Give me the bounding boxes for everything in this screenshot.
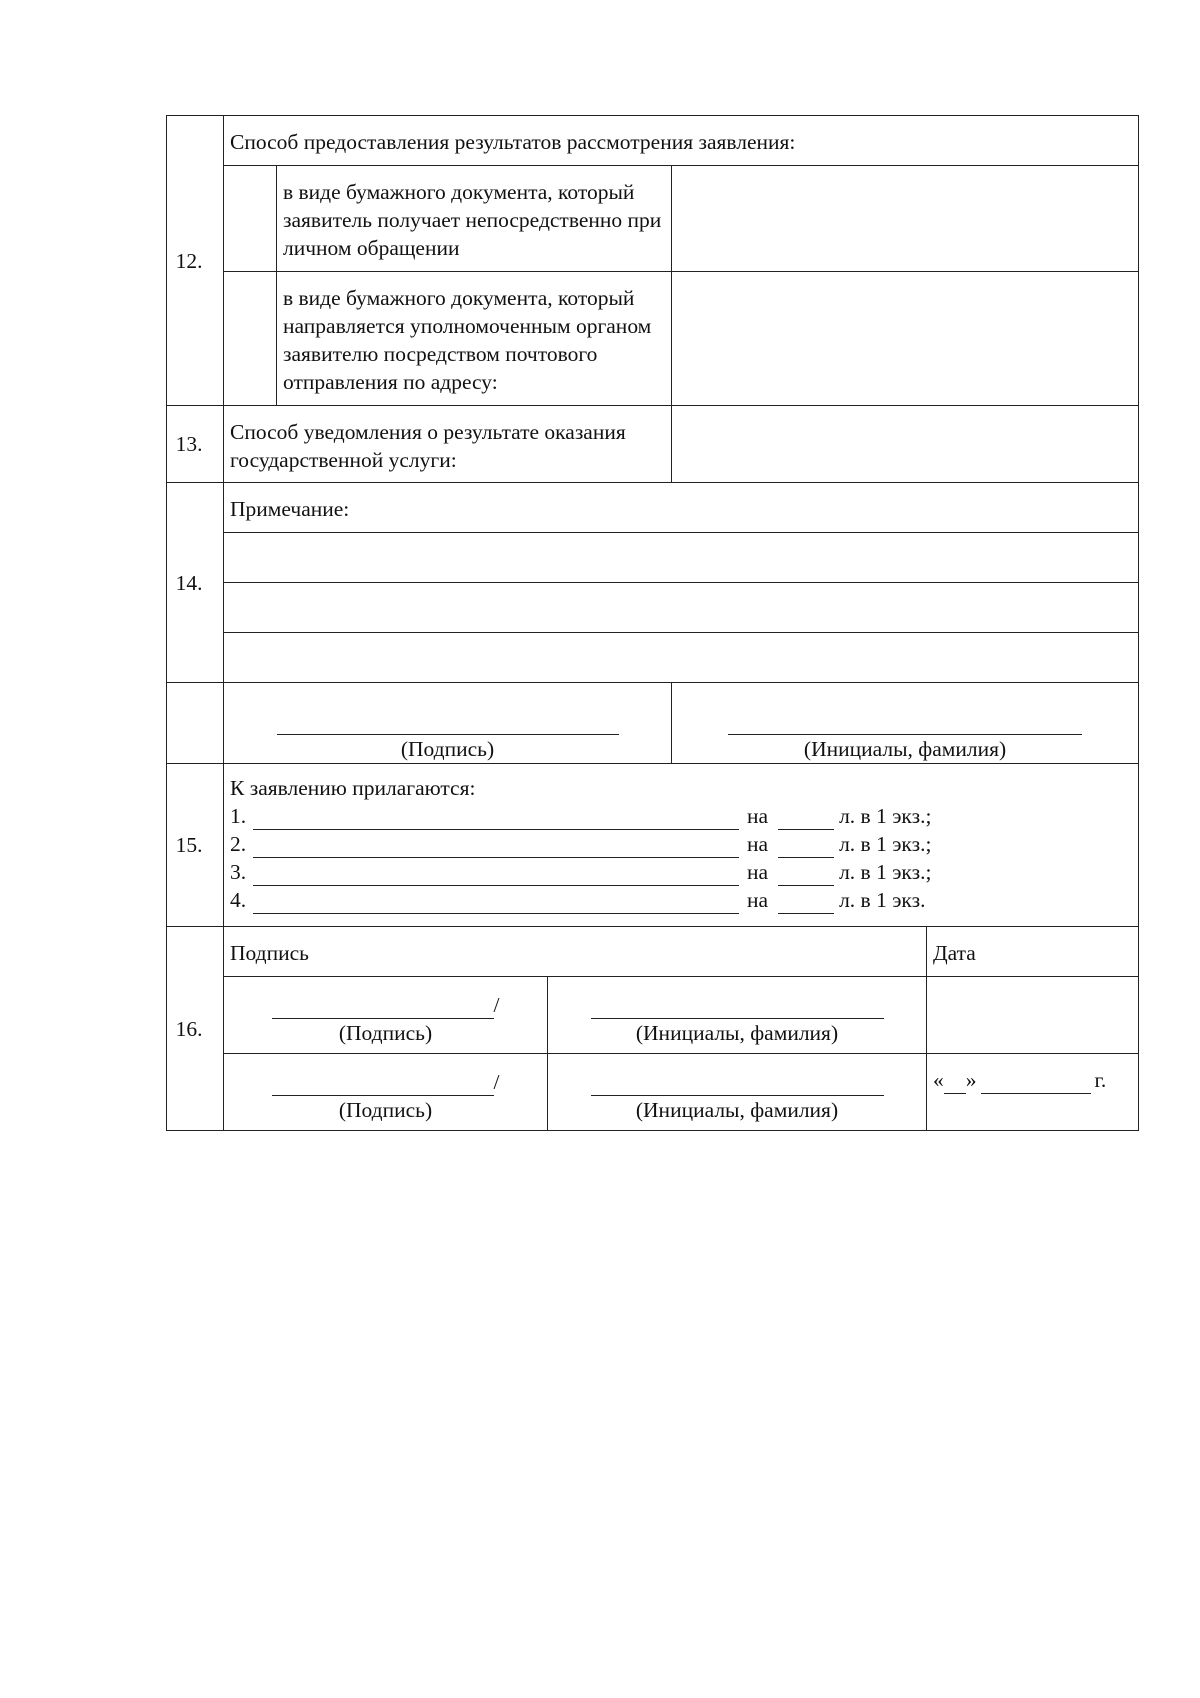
attachment-name-field[interactable]	[253, 837, 739, 858]
signer-1-slash: /	[493, 993, 500, 1017]
name-caption: (Инициалы, фамилия)	[803, 737, 1007, 761]
row-16-signer-2	[167, 1054, 1139, 1131]
attachments-cell	[224, 764, 1139, 927]
attachment-pages-field[interactable]	[778, 893, 834, 914]
attachment-tail: л. в 1 экз.;	[839, 804, 932, 828]
delivery-option-paper-mail-checkbox[interactable]	[224, 272, 277, 406]
attachment-item	[230, 830, 1132, 858]
row-12-header	[167, 116, 1139, 166]
note-field-1[interactable]	[224, 533, 1139, 583]
signer-1-signature-cell	[224, 977, 548, 1054]
signer-1-signature-line[interactable]	[272, 998, 494, 1019]
signer-2-slash: /	[493, 1070, 500, 1094]
delivery-option-paper-personal-value[interactable]	[672, 166, 1139, 272]
signer-2-name-cell	[548, 1054, 927, 1131]
attachments-label: К заявлению прилагаются:	[230, 776, 476, 800]
signer-1-name-caption: (Инициалы, фамилия)	[635, 1021, 839, 1045]
name-line[interactable]	[728, 714, 1082, 735]
date-day-field[interactable]	[944, 1073, 966, 1094]
delivery-option-paper-mail-label: в виде бумажного документа, который направляется уполномоченным органом заявителю посредством почтового отправления по адресу:	[277, 272, 672, 406]
note-label: Примечание:	[224, 483, 1139, 533]
note-line-3	[167, 633, 1139, 683]
attachment-pages-field[interactable]	[778, 809, 834, 830]
signer-2-name-line[interactable]	[591, 1075, 884, 1096]
row-14-header	[167, 483, 1139, 533]
note-line-2	[167, 583, 1139, 633]
application-form-table	[166, 115, 1139, 1131]
signature-cell	[224, 683, 672, 764]
signer-1-signature-caption: (Подпись)	[338, 1021, 433, 1045]
signer-2-name-caption: (Инициалы, фамилия)	[635, 1098, 839, 1122]
attachment-tail: л. в 1 экз.	[839, 888, 926, 912]
signature-header: Подпись	[224, 927, 927, 977]
date-close-quote: »	[965, 1068, 977, 1092]
signer-2-signature-caption: (Подпись)	[338, 1098, 433, 1122]
signer-1-name-cell	[548, 977, 927, 1054]
note-field-3[interactable]	[224, 633, 1139, 683]
row-number-14: 14.	[167, 483, 224, 683]
date-year-suffix: г.	[1094, 1068, 1107, 1092]
delivery-method-title: Способ предоставления результатов рассмотрения заявления:	[224, 116, 1139, 166]
signer-1-name-line[interactable]	[591, 998, 884, 1019]
attachment-number: 4.	[230, 888, 247, 912]
row-15	[167, 764, 1139, 927]
note-line-1	[167, 533, 1139, 583]
attachment-na: на	[747, 860, 769, 884]
row-12-option-2	[167, 272, 1139, 406]
attachment-item	[230, 886, 1132, 914]
signature-caption: (Подпись)	[400, 737, 495, 761]
attachment-tail: л. в 1 экз.;	[839, 860, 932, 884]
signer-2-date-cell	[927, 1054, 1139, 1131]
row-number-16: 16.	[167, 927, 224, 1131]
attachment-name-field[interactable]	[253, 809, 739, 830]
date-month-year-field[interactable]	[981, 1073, 1091, 1094]
attachment-na: на	[747, 804, 769, 828]
attachment-number: 2.	[230, 832, 247, 856]
attachment-tail: л. в 1 экз.;	[839, 832, 932, 856]
row-13	[167, 406, 1139, 483]
row-number-13: 13.	[167, 406, 224, 483]
attachment-na: на	[747, 832, 769, 856]
signature-row-number-cell	[167, 683, 224, 764]
delivery-option-paper-personal-label: в виде бумажного документа, который заявитель получает непосредственно при личном обращении	[277, 166, 672, 272]
notification-method-label: Способ уведомления о результате оказания государственной услуги:	[224, 406, 672, 483]
attachment-item	[230, 858, 1132, 886]
signature-row	[167, 683, 1139, 764]
notification-method-value[interactable]	[672, 406, 1139, 483]
attachment-name-field[interactable]	[253, 893, 739, 914]
row-16-header	[167, 927, 1139, 977]
delivery-option-paper-mail-address[interactable]	[672, 272, 1139, 406]
attachment-number: 1.	[230, 804, 247, 828]
attachment-name-field[interactable]	[253, 865, 739, 886]
attachment-item	[230, 802, 1132, 830]
row-16-signer-1	[167, 977, 1139, 1054]
date-open-quote: «	[933, 1068, 944, 1092]
signer-2-signature-cell	[224, 1054, 548, 1131]
date-header: Дата	[927, 927, 1139, 977]
attachment-na: на	[747, 888, 769, 912]
signature-line[interactable]	[277, 714, 619, 735]
attachment-number: 3.	[230, 860, 247, 884]
delivery-option-paper-personal-checkbox[interactable]	[224, 166, 277, 272]
note-field-2[interactable]	[224, 583, 1139, 633]
attachment-pages-field[interactable]	[778, 865, 834, 886]
attachment-pages-field[interactable]	[778, 837, 834, 858]
signer-1-date-cell[interactable]	[927, 977, 1139, 1054]
row-number-12: 12.	[167, 116, 224, 406]
name-cell	[672, 683, 1139, 764]
row-number-15: 15.	[167, 764, 224, 927]
signer-2-signature-line[interactable]	[272, 1075, 494, 1096]
row-12-option-1	[167, 166, 1139, 272]
